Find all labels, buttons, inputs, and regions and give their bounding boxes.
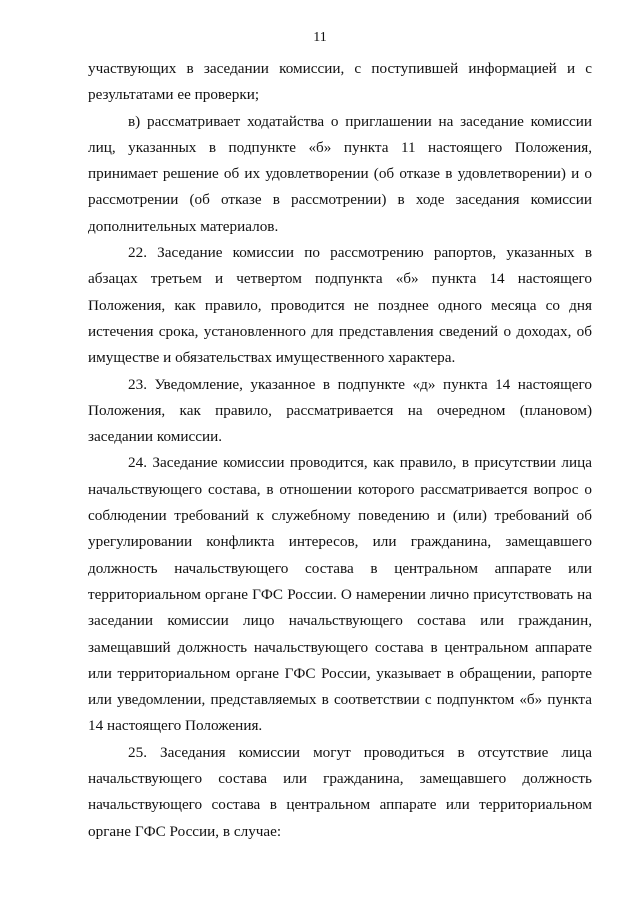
paragraph-25: 25. Заседания комиссии могут проводиться в отсутствие лица начальствующего состава или гражданина, замещавшего должность начальствующего состава в центральном аппарате или территориальном органе ГФС России, в случае: (88, 743, 592, 840)
page-number: 11 (313, 30, 327, 45)
paragraph-continuation: участвующих в заседании комиссии, с поступившей информацией и с результатами ее проверки; (88, 60, 592, 104)
paragraph-23: 23. Уведомление, указанное в подпункте «д» пункта 14 настоящего Положения, как правило, рассматривается на очередном (плановом) заседании комиссии. (88, 375, 592, 446)
paragraph-22: 22. Заседание комиссии по рассмотрению рапортов, указанных в абзацах третьем и четвертом подпункта «б» пункта 14 настоящего Положения, как правило, проводится не позднее одного месяца со дня истечения срока, установленного для представления сведений о доходах, об имуществе и обязательствах имущественного характера. (88, 244, 592, 367)
paragraph-24: 24. Заседание комиссии проводится, как правило, в присутствии лица начальствующего состава, в отношении которого рассматривается вопрос о соблюдении требований к служебному поведению и (или) требований об урегулировании конфликта интересов, или гражданина, замещавшего должность начальствующего состава в центральном аппарате или территориальном органе ГФС России. О намерении лично присутствовать на заседании комиссии лицо начальствующего состава или гражданин, замещавший должность начальствующего состава в центральном аппарате или территориальном органе ГФС России, указывает в обращении, рапорте или уведомлении, представляемых в соответствии с подпунктом «б» пункта 14 настоящего Положения. (88, 454, 592, 735)
document-body (88, 56, 592, 845)
paragraph-subitem-v: в) рассматривает ходатайства о приглашении на заседание комиссии лиц, указанных в подпункте «б» пункта 11 настоящего Положения, принимает решение об их удовлетворении (об отказе в удовлетворении) и о рассмотрении (об отказе в рассмотрении) в ходе заседания комиссии дополнительных материалов. (88, 112, 592, 235)
